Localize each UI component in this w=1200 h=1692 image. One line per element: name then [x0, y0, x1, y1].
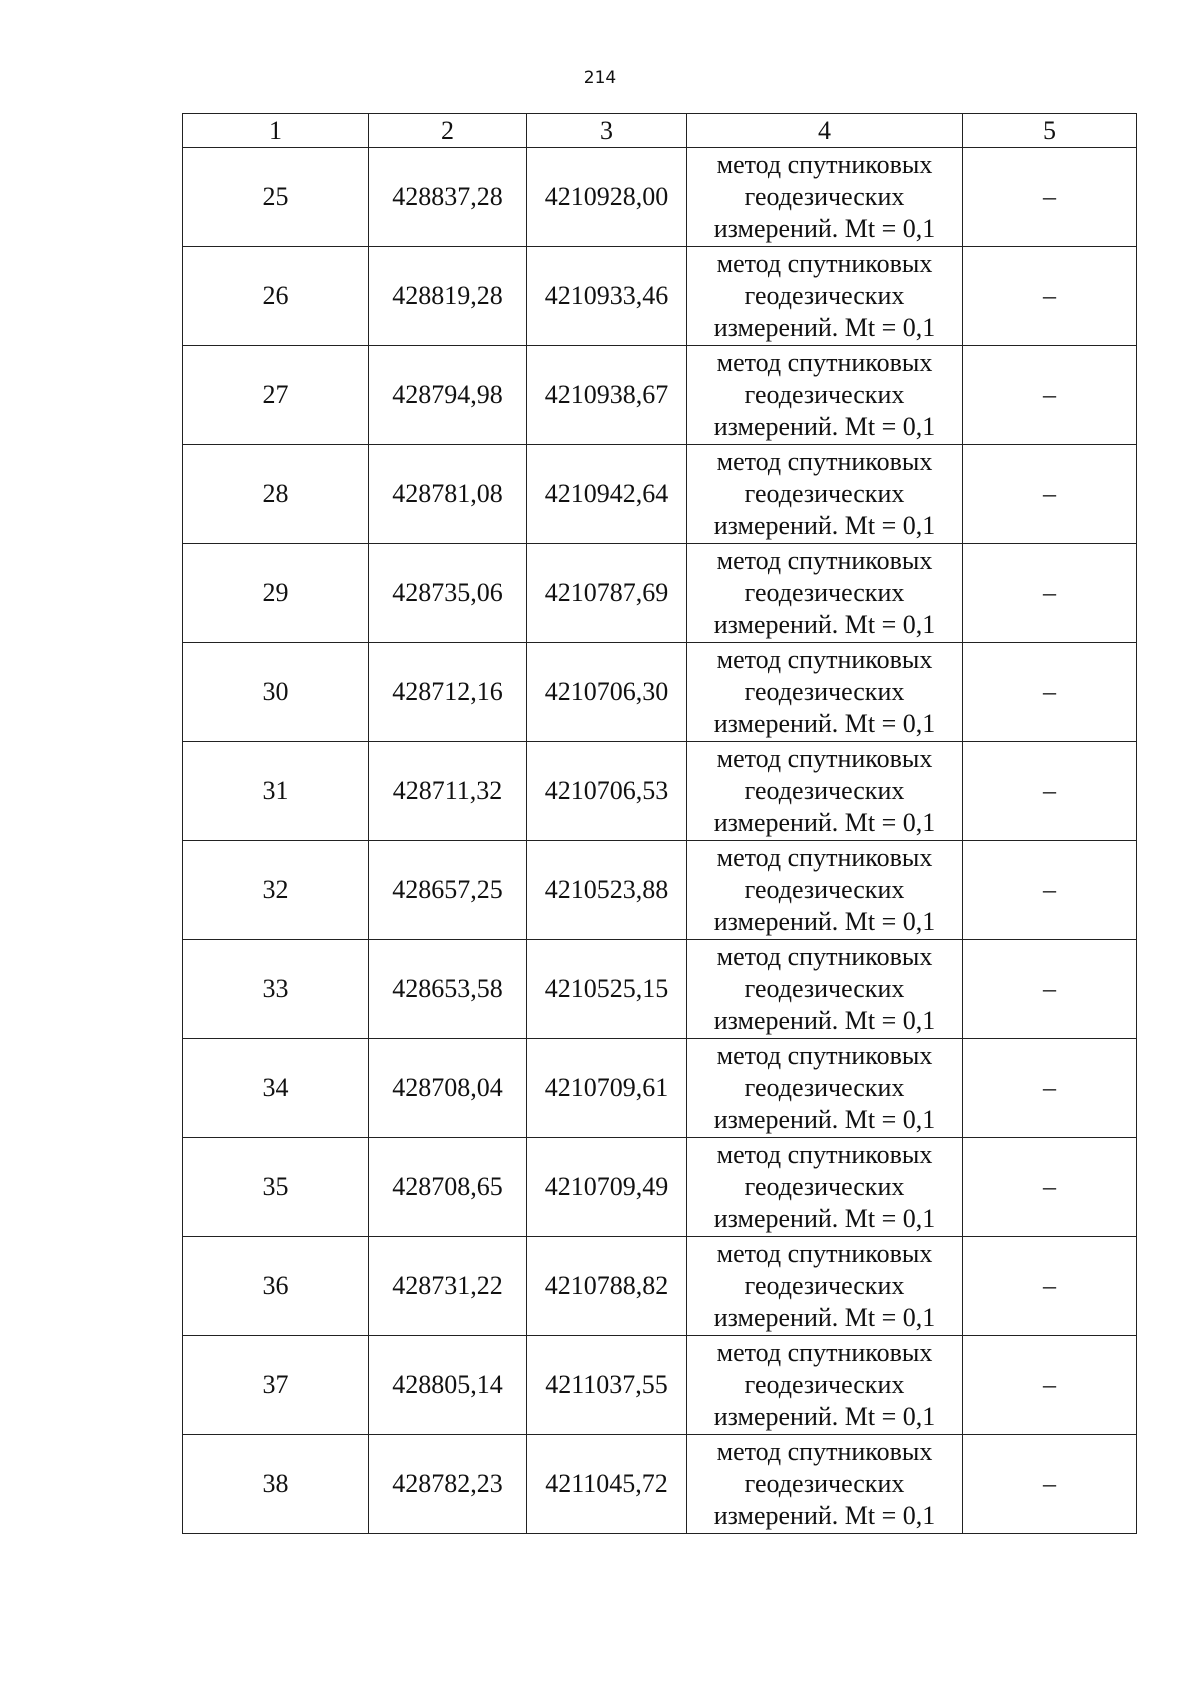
note-cell: – — [963, 1237, 1137, 1336]
point-number-cell: 30 — [183, 643, 369, 742]
coordinate-y-cell: 4210709,61 — [527, 1039, 687, 1138]
coordinate-y-cell: 4210525,15 — [527, 940, 687, 1039]
coordinate-x-cell: 428735,06 — [369, 544, 527, 643]
coordinate-y-cell: 4210523,88 — [527, 841, 687, 940]
coordinate-x-cell: 428708,65 — [369, 1138, 527, 1237]
coordinate-y-cell: 4210928,00 — [527, 148, 687, 247]
coordinate-x-cell: 428711,32 — [369, 742, 527, 841]
method-cell: метод спутниковых геодезических измерений. Mt = 0,1 — [687, 544, 963, 643]
note-cell: – — [963, 544, 1137, 643]
table-row — [183, 643, 1137, 742]
coordinate-y-cell: 4211037,55 — [527, 1336, 687, 1435]
coordinate-x-cell: 428794,98 — [369, 346, 527, 445]
column-header-3: 3 — [527, 114, 687, 148]
note-cell: – — [963, 940, 1137, 1039]
method-cell: метод спутниковых геодезических измерений. Mt = 0,1 — [687, 1336, 963, 1435]
coordinate-x-cell: 428708,04 — [369, 1039, 527, 1138]
note-cell: – — [963, 1039, 1137, 1138]
coordinate-y-cell: 4210709,49 — [527, 1138, 687, 1237]
table-row — [183, 742, 1137, 841]
table-row — [183, 841, 1137, 940]
table-row — [183, 1336, 1137, 1435]
table-row — [183, 1138, 1137, 1237]
page-number: 214 — [583, 68, 617, 88]
note-cell: – — [963, 445, 1137, 544]
note-cell: – — [963, 1435, 1137, 1534]
note-cell: – — [963, 346, 1137, 445]
column-header-1: 1 — [183, 114, 369, 148]
coordinate-x-cell: 428819,28 — [369, 247, 527, 346]
column-header-5: 5 — [963, 114, 1137, 148]
table-row — [183, 148, 1137, 247]
table-row — [183, 445, 1137, 544]
method-cell: метод спутниковых геодезических измерений. Mt = 0,1 — [687, 742, 963, 841]
method-cell: метод спутниковых геодезических измерений. Mt = 0,1 — [687, 1138, 963, 1237]
point-number-cell: 25 — [183, 148, 369, 247]
method-cell: метод спутниковых геодезических измерений. Mt = 0,1 — [687, 346, 963, 445]
point-number-cell: 36 — [183, 1237, 369, 1336]
table-row — [183, 1237, 1137, 1336]
coordinate-x-cell: 428657,25 — [369, 841, 527, 940]
coordinate-y-cell: 4210933,46 — [527, 247, 687, 346]
table-header-row — [183, 114, 1137, 148]
note-cell: – — [963, 148, 1137, 247]
coordinate-x-cell: 428837,28 — [369, 148, 527, 247]
table-row — [183, 544, 1137, 643]
coordinate-y-cell: 4210788,82 — [527, 1237, 687, 1336]
column-header-4: 4 — [687, 114, 963, 148]
point-number-cell: 38 — [183, 1435, 369, 1534]
coordinates-table — [182, 113, 1137, 1534]
table-row — [183, 1039, 1137, 1138]
method-cell: метод спутниковых геодезических измерений. Mt = 0,1 — [687, 148, 963, 247]
point-number-cell: 37 — [183, 1336, 369, 1435]
note-cell: – — [963, 643, 1137, 742]
coordinate-y-cell: 4210706,53 — [527, 742, 687, 841]
method-cell: метод спутниковых геодезических измерений. Mt = 0,1 — [687, 445, 963, 544]
coordinate-x-cell: 428782,23 — [369, 1435, 527, 1534]
method-cell: метод спутниковых геодезических измерений. Mt = 0,1 — [687, 1435, 963, 1534]
note-cell: – — [963, 841, 1137, 940]
point-number-cell: 35 — [183, 1138, 369, 1237]
table-row — [183, 247, 1137, 346]
point-number-cell: 31 — [183, 742, 369, 841]
note-cell: – — [963, 247, 1137, 346]
note-cell: – — [963, 1336, 1137, 1435]
note-cell: – — [963, 742, 1137, 841]
coordinate-y-cell: 4210706,30 — [527, 643, 687, 742]
point-number-cell: 26 — [183, 247, 369, 346]
table-body — [183, 148, 1137, 1534]
table-row — [183, 1435, 1137, 1534]
column-header-2: 2 — [369, 114, 527, 148]
method-cell: метод спутниковых геодезических измерений. Mt = 0,1 — [687, 247, 963, 346]
coordinate-x-cell: 428653,58 — [369, 940, 527, 1039]
coordinate-x-cell: 428781,08 — [369, 445, 527, 544]
point-number-cell: 34 — [183, 1039, 369, 1138]
coordinate-y-cell: 4211045,72 — [527, 1435, 687, 1534]
method-cell: метод спутниковых геодезических измерений. Mt = 0,1 — [687, 1237, 963, 1336]
point-number-cell: 32 — [183, 841, 369, 940]
coordinate-y-cell: 4210938,67 — [527, 346, 687, 445]
method-cell: метод спутниковых геодезических измерений. Mt = 0,1 — [687, 643, 963, 742]
coordinate-x-cell: 428712,16 — [369, 643, 527, 742]
coordinate-x-cell: 428731,22 — [369, 1237, 527, 1336]
coordinate-y-cell: 4210787,69 — [527, 544, 687, 643]
coordinate-y-cell: 4210942,64 — [527, 445, 687, 544]
coordinate-x-cell: 428805,14 — [369, 1336, 527, 1435]
method-cell: метод спутниковых геодезических измерений. Mt = 0,1 — [687, 1039, 963, 1138]
point-number-cell: 33 — [183, 940, 369, 1039]
note-cell: – — [963, 1138, 1137, 1237]
table-row — [183, 940, 1137, 1039]
point-number-cell: 28 — [183, 445, 369, 544]
point-number-cell: 27 — [183, 346, 369, 445]
method-cell: метод спутниковых геодезических измерений. Mt = 0,1 — [687, 940, 963, 1039]
point-number-cell: 29 — [183, 544, 369, 643]
method-cell: метод спутниковых геодезических измерений. Mt = 0,1 — [687, 841, 963, 940]
table-row — [183, 346, 1137, 445]
